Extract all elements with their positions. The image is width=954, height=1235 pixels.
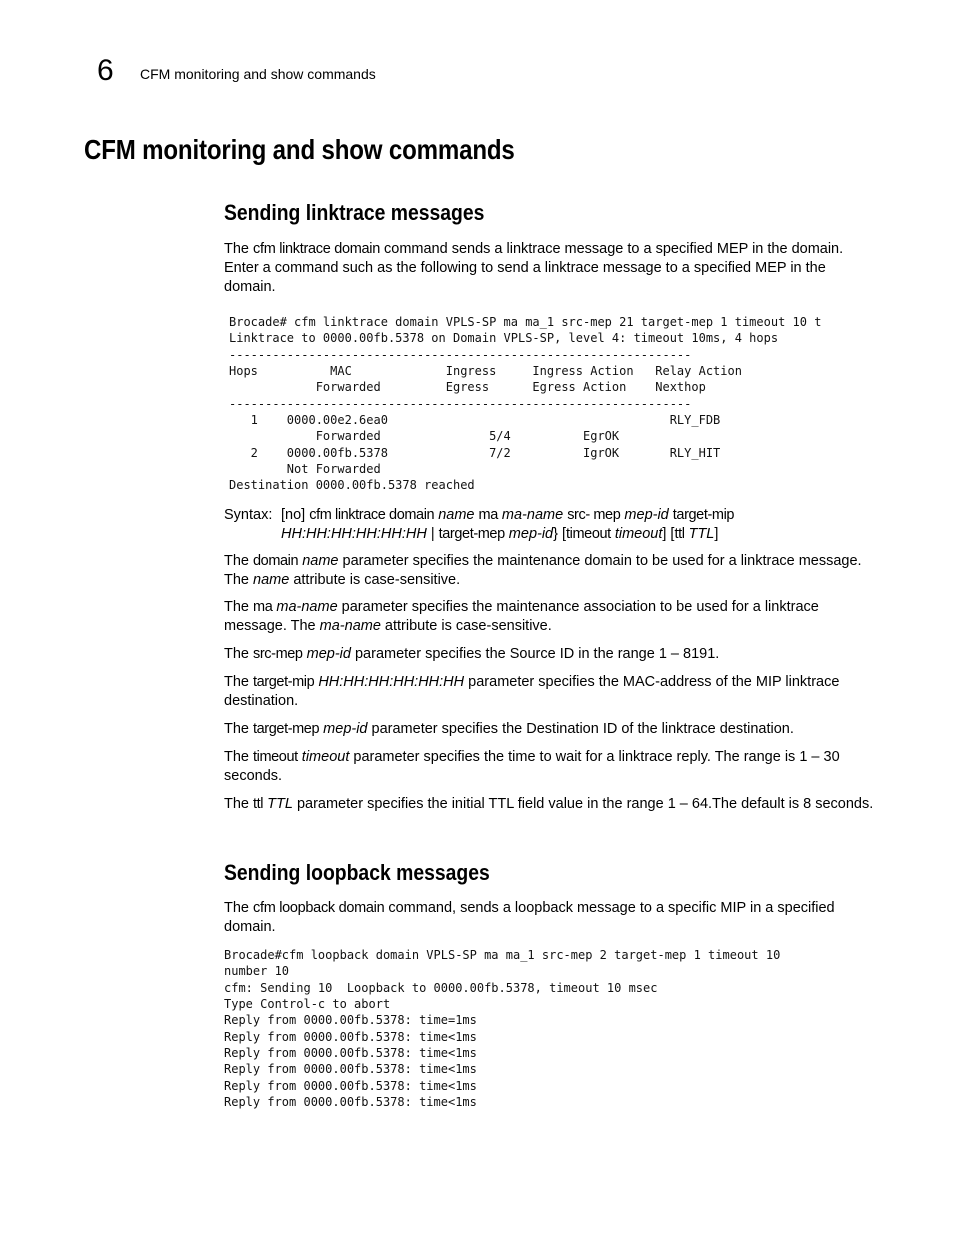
linktrace-intro: The cfm linktrace domain command sends a linktrace message to a specified MEP in the domain. Enter a command such as the following to send a linktrace message to a specified MEP in the domain. xyxy=(224,241,844,295)
param-domain: The domain name parameter specifies the maintenance domain to be used for a linktrace message. The name attribute is case-sensitive. xyxy=(224,553,862,588)
linktrace-code-block: Brocade# cfm linktrace domain VPLS-SP ma ma_1 src-mep 21 target-mep 1 timeout 10 t Linktrace to 0000.00fb.5378 on Domain VPLS-SP, level 4: timeout 10ms, 4 hops ---------------------------------------------------------------- Hops MAC Ingress Ingress Action Relay Action Forwarded Egress Egress Action Nexthop ---------------------------------------------------------------- 1 0000.00e2.6ea0 RLY_FDB Forwarded 5/4 EgrOK 2 0000.00fb.5378 7/2 IgrOK RLY_HIT Not Forwarded Destination 0000.00fb.5378 reached xyxy=(229,315,822,493)
running-header: CFM monitoring and show commands xyxy=(140,66,376,82)
syntax-label: Syntax: xyxy=(224,507,273,523)
syntax-block: Syntax: [no] cfm linktrace domain name ma ma-name src- mep mep-id target-mip HH:HH:HH:HH:HH:HH | target-mep mep-id} [timeout timeout] [ttl TTL] xyxy=(224,507,735,542)
param-target-mip: The target-mip HH:HH:HH:HH:HH:HH parameter specifies the MAC-address of the MIP linktrace destination. xyxy=(224,674,840,709)
loopback-intro: The cfm loopback domain command, sends a loopback message to a specific MIP in a specified domain. xyxy=(224,900,835,935)
param-timeout: The timeout timeout parameter specifies the time to wait for a linktrace reply. The range is 1 – 30 seconds. xyxy=(224,749,840,784)
command-keyword: cfm linktrace domain xyxy=(253,241,380,257)
command-keyword: cfm loopback domain xyxy=(253,900,385,916)
param-ttl: The ttl TTL parameter specifies the initial TTL field value in the range 1 – 64.The default is 8 seconds. xyxy=(224,796,874,812)
loopback-code-block: Brocade#cfm loopback domain VPLS-SP ma ma_1 src-mep 2 target-mep 1 timeout 10 number 10 cfm: Sending 10 Loopback to 0000.00fb.5378, timeout 10 msec Type Control-c to abort Reply from 0000.00fb.5378: time=1ms Reply from 0000.00fb.5378: time<1ms Reply from 0000.00fb.5378: time<1ms Reply from 0000.00fb.5378: time<1ms Reply from 0000.00fb.5378: time<1ms Reply from 0000.00fb.5378: time<1ms xyxy=(224,948,781,1110)
section-heading-loopback: Sending loopback messages xyxy=(224,860,490,885)
section-heading-linktrace: Sending linktrace messages xyxy=(224,200,485,225)
chapter-number: 6 xyxy=(97,54,114,87)
param-target-mep: The target-mep mep-id parameter specifies the Destination ID of the linktrace destination. xyxy=(224,721,794,737)
param-ma: The ma ma-name parameter specifies the maintenance association to be used for a linktrace message. The ma-name attribute is case-sensitive. xyxy=(224,599,819,634)
param-src-mep: The src-mep mep-id parameter specifies the Source ID in the range 1 – 8191. xyxy=(224,646,720,662)
page-title: CFM monitoring and show commands xyxy=(84,134,515,165)
